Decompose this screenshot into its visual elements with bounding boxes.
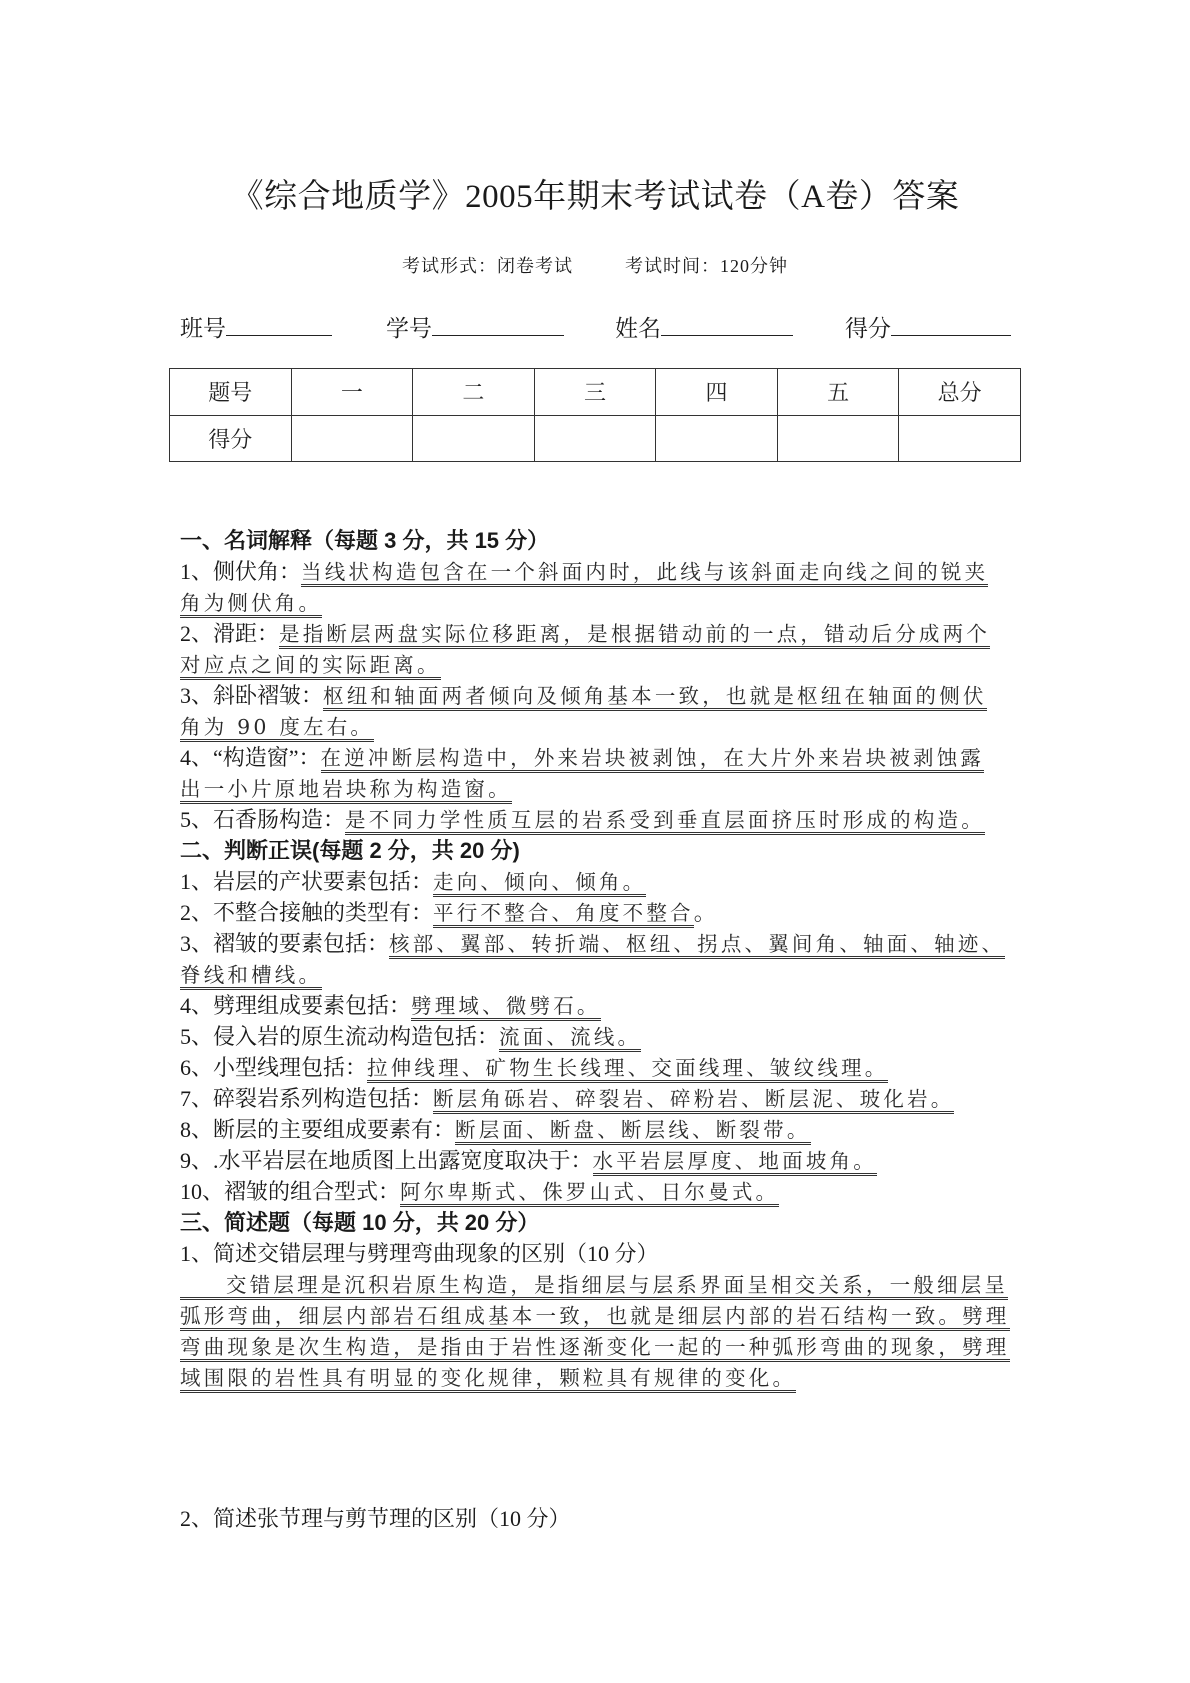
s2-item10 — [180, 1176, 779, 1207]
s3-answer1-line — [180, 1331, 1010, 1362]
answer-text: 交错层理是沉积岩原生构造，是指细层与层系界面呈相交关系，一般细层呈 — [180, 1273, 1008, 1300]
answer-text: 当线状构造包含在一个斜面内时，此线与该斜面走向线之间的锐夹 — [301, 560, 988, 587]
question-label: 1、侧伏角： — [180, 559, 302, 584]
s2-item3-cont — [180, 959, 322, 990]
header-cell: 三 — [534, 369, 656, 416]
s1-item5 — [180, 804, 985, 835]
score-table-header-row — [170, 369, 1021, 416]
exam-meta — [0, 252, 1190, 278]
s3-answer1-line — [180, 1300, 1010, 1331]
s1-item3-cont — [180, 711, 374, 742]
answer-text: 在逆冲断层构造中，外来岩块被剥蚀，在大片外来岩块被剥蚀露 — [321, 746, 985, 773]
s1-item4-cont — [180, 773, 512, 804]
answer-text: 出一小片原地岩块称为构造窗。 — [180, 777, 512, 804]
s3-answer1-line — [180, 1362, 796, 1393]
class-blank[interactable] — [226, 311, 332, 336]
s1-item4 — [180, 742, 984, 773]
s1-item2 — [180, 618, 990, 649]
s2-item7 — [180, 1083, 954, 1114]
score-cell[interactable] — [777, 415, 899, 462]
question-label: 1、岩层的产状要素包括： — [180, 869, 434, 894]
class-field[interactable] — [180, 310, 332, 343]
exam-form: 考试形式：闭卷考试 — [402, 256, 573, 276]
student-id-blank[interactable] — [432, 311, 564, 336]
answer-text: 角为侧伏角。 — [180, 591, 322, 618]
header-cell: 题号 — [170, 369, 292, 416]
s1-item2-cont — [180, 649, 441, 680]
answer-text: 核部、翼部、转折端、枢纽、拐点、翼间角、轴面、轴迹、 — [389, 932, 1005, 959]
question-label: 5、侵入岩的原生流动构造包括： — [180, 1024, 500, 1049]
score-blank[interactable] — [891, 311, 1011, 336]
document-title: 《综合地质学》2005年期末考试试卷（A卷）答案 — [230, 179, 960, 215]
answer-text: 弧形弯曲，细层内部岩石组成基本一致，也就是细层内部的岩石结构一致。劈理 — [180, 1304, 1010, 1331]
score-cell[interactable] — [656, 415, 778, 462]
question-label: 2、滑距： — [180, 621, 280, 646]
s2-item1 — [180, 866, 646, 897]
name-label: 姓名 — [615, 316, 661, 341]
s3-question1: 1、简述交错层理与劈理弯曲现象的区别（10 分） — [180, 1241, 659, 1266]
s3-answer1-line — [180, 1269, 1008, 1300]
answer-text: 水平岩层厚度、地面坡角。 — [593, 1149, 877, 1176]
question-label: 10、褶皱的组合型式： — [180, 1179, 401, 1204]
question-label: 8、断层的主要组成要素有： — [180, 1117, 456, 1142]
row-label-cell: 得分 — [170, 415, 292, 462]
score-field[interactable] — [845, 310, 1011, 343]
answer-text: 断层面、断盘、断层线、断裂带。 — [455, 1118, 811, 1145]
section1-heading: 一、名词解释（每题 3 分，共 15 分） — [180, 528, 550, 553]
s2-item5 — [180, 1021, 641, 1052]
s1-item1-cont — [180, 587, 322, 618]
s2-item9 — [180, 1145, 877, 1176]
question-label: 4、“构造窗”： — [180, 745, 321, 770]
score-cell[interactable] — [534, 415, 656, 462]
exam-time: 考试时间：120分钟 — [625, 256, 788, 276]
header-cell: 一 — [291, 369, 413, 416]
class-label: 班号 — [180, 316, 226, 341]
name-field[interactable] — [615, 310, 793, 343]
answer-text: 域围限的岩性具有明显的变化规律，颗粒具有规律的变化。 — [180, 1366, 796, 1393]
s2-item4 — [180, 990, 601, 1021]
answer-text: 断层角砾岩、碎裂岩、碎粉岩、断层泥、玻化岩。 — [433, 1087, 954, 1114]
name-blank[interactable] — [661, 311, 793, 336]
header-cell: 总分 — [899, 369, 1021, 416]
answer-text: 平行不整合、角度不整合 — [433, 901, 694, 928]
s3-question2: 2、简述张节理与剪节理的区别（10 分） — [180, 1506, 571, 1531]
question-label: 9、.水平岩层在地质图上出露宽度取决于： — [180, 1148, 593, 1173]
question-label: 6、小型线理包括： — [180, 1055, 368, 1080]
punctuation: 。 — [693, 900, 716, 925]
section2-heading: 二、判断正误(每题 2 分，共 20 分) — [180, 838, 520, 863]
s2-item3 — [180, 928, 1005, 959]
answer-text: 阿尔卑斯式、侏罗山式、日尔曼式。 — [400, 1180, 779, 1207]
answer-text: 流面、流线。 — [499, 1025, 641, 1052]
question-label: 2、不整合接触的类型有： — [180, 900, 434, 925]
score-label: 得分 — [845, 316, 891, 341]
s2-item2 — [180, 897, 716, 928]
answer-text: 枢纽和轴面两者倾向及倾角基本一致，也就是枢纽在轴面的侧伏 — [323, 684, 987, 711]
answer-text: 脊线和槽线。 — [180, 963, 322, 990]
header-cell: 四 — [656, 369, 778, 416]
student-id-field[interactable] — [386, 310, 564, 343]
s2-item8 — [180, 1114, 811, 1145]
answer-text: 走向、倾向、倾角。 — [433, 870, 646, 897]
score-cell[interactable] — [413, 415, 535, 462]
s1-item3 — [180, 680, 987, 711]
score-cell[interactable] — [291, 415, 413, 462]
question-label: 4、劈理组成要素包括： — [180, 993, 412, 1018]
score-table — [169, 368, 1021, 462]
header-cell: 五 — [777, 369, 899, 416]
answer-text: 是不同力学性质互层的岩系受到垂直层面挤压时形成的构造。 — [345, 808, 985, 835]
answer-text: 是指断层两盘实际位移距离，是根据错动前的一点，错动后分成两个 — [279, 622, 990, 649]
answer-text: 对应点之间的实际距离。 — [180, 653, 441, 680]
answer-text: 弯曲现象是次生构造，是指由于岩性逐渐变化一起的一种弧形弯曲的现象，劈理 — [180, 1335, 1010, 1362]
s1-item1 — [180, 556, 988, 587]
question-label: 3、褶皱的要素包括： — [180, 931, 390, 956]
question-label: 3、斜卧褶皱： — [180, 683, 324, 708]
answer-text: 拉伸线理、矿物生长线理、交面线理、皱纹线理。 — [367, 1056, 888, 1083]
question-label: 7、碎裂岩系列构造包括： — [180, 1086, 434, 1111]
answer-text: 劈理域、微劈石。 — [411, 994, 601, 1021]
question-label: 5、石香肠构造： — [180, 807, 346, 832]
score-cell[interactable] — [899, 415, 1021, 462]
s2-item6 — [180, 1052, 888, 1083]
header-cell: 二 — [413, 369, 535, 416]
student-id-label: 学号 — [386, 316, 432, 341]
answer-text: 角为 90 度左右。 — [180, 715, 374, 742]
section3-heading: 三、简述题（每题 10 分，共 20 分） — [180, 1210, 540, 1235]
score-table-score-row — [170, 415, 1021, 462]
